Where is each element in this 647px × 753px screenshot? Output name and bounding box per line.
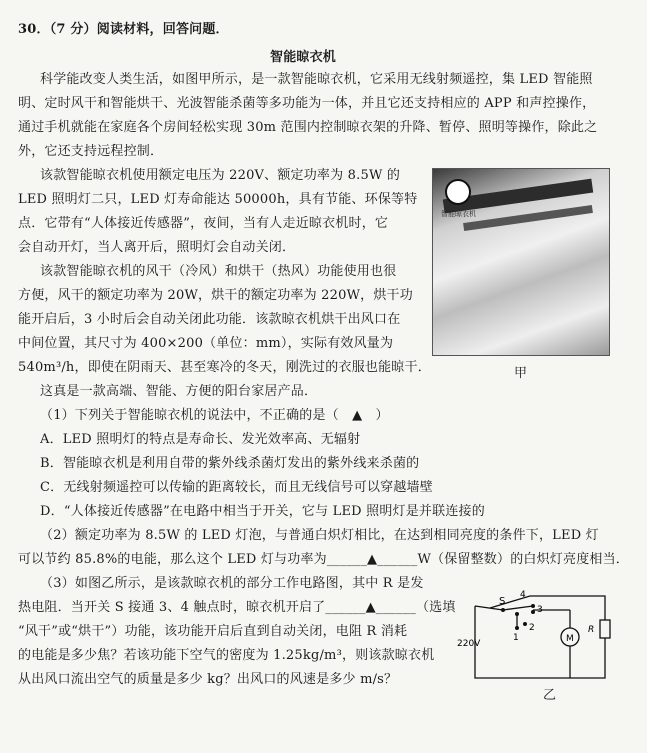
drying-rack-bar [463,205,593,231]
photo-label: 智能晾衣机 [441,210,476,218]
text-line: 明、定时风干和智能烘干、光波智能杀菌等多功能为一体，并且它还支持相应的 APP 和声控操作， [18,96,596,111]
text-line: 从出风口流出空气的质量是多少 kg？出风口的风速是多少 m/s？ [18,672,398,687]
question-3: （3）如图乙所示，是该款晾衣机的部分工作电路图，其中 R 是发 [40,576,424,591]
motor-label: M [566,634,574,644]
contact-label-1: 1 [513,633,519,643]
text-line: 方便，风干的额定功率为 20W，烘干的额定功率为 220W，烘干功 [18,288,413,303]
text-line: 该款智能晾衣机使用额定电压为 220V、额定功率为 8.5W 的 [40,168,401,183]
text-line: 科学能改变人类生活，如图甲所示，是一款智能晾衣机，它采用无线射频遥控，集 LED 智能照 [40,72,593,87]
contact-dot [523,622,527,626]
option-c: C．无线射频遥控可以传输的距离较长，而且无线信号可以穿越墙壁 [40,480,433,495]
text-line: 外，它还支持远程控制． [18,144,164,159]
text-line: 中间位置，其尺寸为 400×200（单位：mm），实际有效风量为 [18,336,394,351]
option-b: B．智能晾衣机是利用自带的紫外线杀菌灯发出的紫外线来杀菌的 [40,456,420,471]
wire [475,606,605,678]
contact-dot [501,608,505,612]
text-line: 这真是一款高端、智能、方便的阳台家居产品． [40,384,318,399]
contact-dot [515,626,519,630]
text-line: 的电能是多少焦？若该功能下空气的密度为 1.25kg/m³，则该款晾衣机 [18,648,435,663]
text-line: 540m³/h，即使在阴雨天、甚至寒冷的冬天，刚洗过的衣服也能晾干． [18,360,431,375]
text-line: 该款智能晾衣机的风干（冷风）和烘干（热风）功能使用也很 [40,264,397,279]
text-line: 热电阻．当开关 S 接通 3、4 触点时，晾衣机开启了______▲______（选填 [18,600,456,615]
contact-dot [515,612,519,616]
text-line: 能开启后，3 小时后会自动关闭此功能．该款晾衣机烘干出风口在 [18,312,401,327]
contact-dot [531,610,535,614]
switch-arm [503,606,533,610]
clock-icon [445,179,471,205]
voltage-label: 220V [457,639,481,649]
option-d: D．“人体接近传感器”在电路中相当于开关，它与 LED 照明灯是并联连接的 [40,504,485,519]
switch-label: S [499,596,506,607]
contact-label-3: 3 [537,605,543,615]
contact-dot [531,604,535,608]
figure-yi-caption: 乙 [543,688,557,703]
contact-label-4: 4 [520,590,526,600]
question-1: （1）下列关于智能晾衣机的说法中，不正确的是（ ▲ ） [40,408,389,423]
contact-label-2: 2 [529,623,535,633]
option-a: A．LED 照明灯的特点是寿命长、发光效率高、无辐射 [40,432,361,447]
resistor-label: R [588,625,595,635]
text-line: LED 照明灯二只，LED 灯寿命能达 50000h，具有节能、环保等特 [18,192,418,207]
text-line: 会自动开灯，当人离开后，照明灯会自动关闭． [18,240,296,255]
figure-jia-caption: 甲 [514,366,528,381]
wire [490,596,605,620]
text-line: “风干”或“烘干”）功能，该功能开启后直到自动关闭，电阻 R 消耗 [18,624,408,639]
figure-jia-photo [432,168,610,356]
resistor-symbol [600,620,610,638]
article-title: 智能晾衣机 [270,50,337,65]
circuit-diagram [455,588,625,683]
text-line: 点．它带有“人体接近传感器”，夜间，当有人走近晾衣机时，它 [18,216,389,231]
text-line: 通过手机就能在家庭各个房间轻松实现 30m 范围内控制晾衣架的升降、暂停、照明等操作，除此之 [18,120,598,135]
question-2: （2）额定功率为 8.5W 的 LED 灯泡，与普通白炽灯相比，在达到相同亮度的条件下，LED 灯 [40,528,599,543]
question-header: 30．（7 分）阅读材料，回答问题． [18,22,229,37]
question-2-cont: 可以节约 85.8%的电能，那么这个 LED 灯与功率为______▲______W（保留整数）的白炽灯亮度相当． [18,552,629,567]
